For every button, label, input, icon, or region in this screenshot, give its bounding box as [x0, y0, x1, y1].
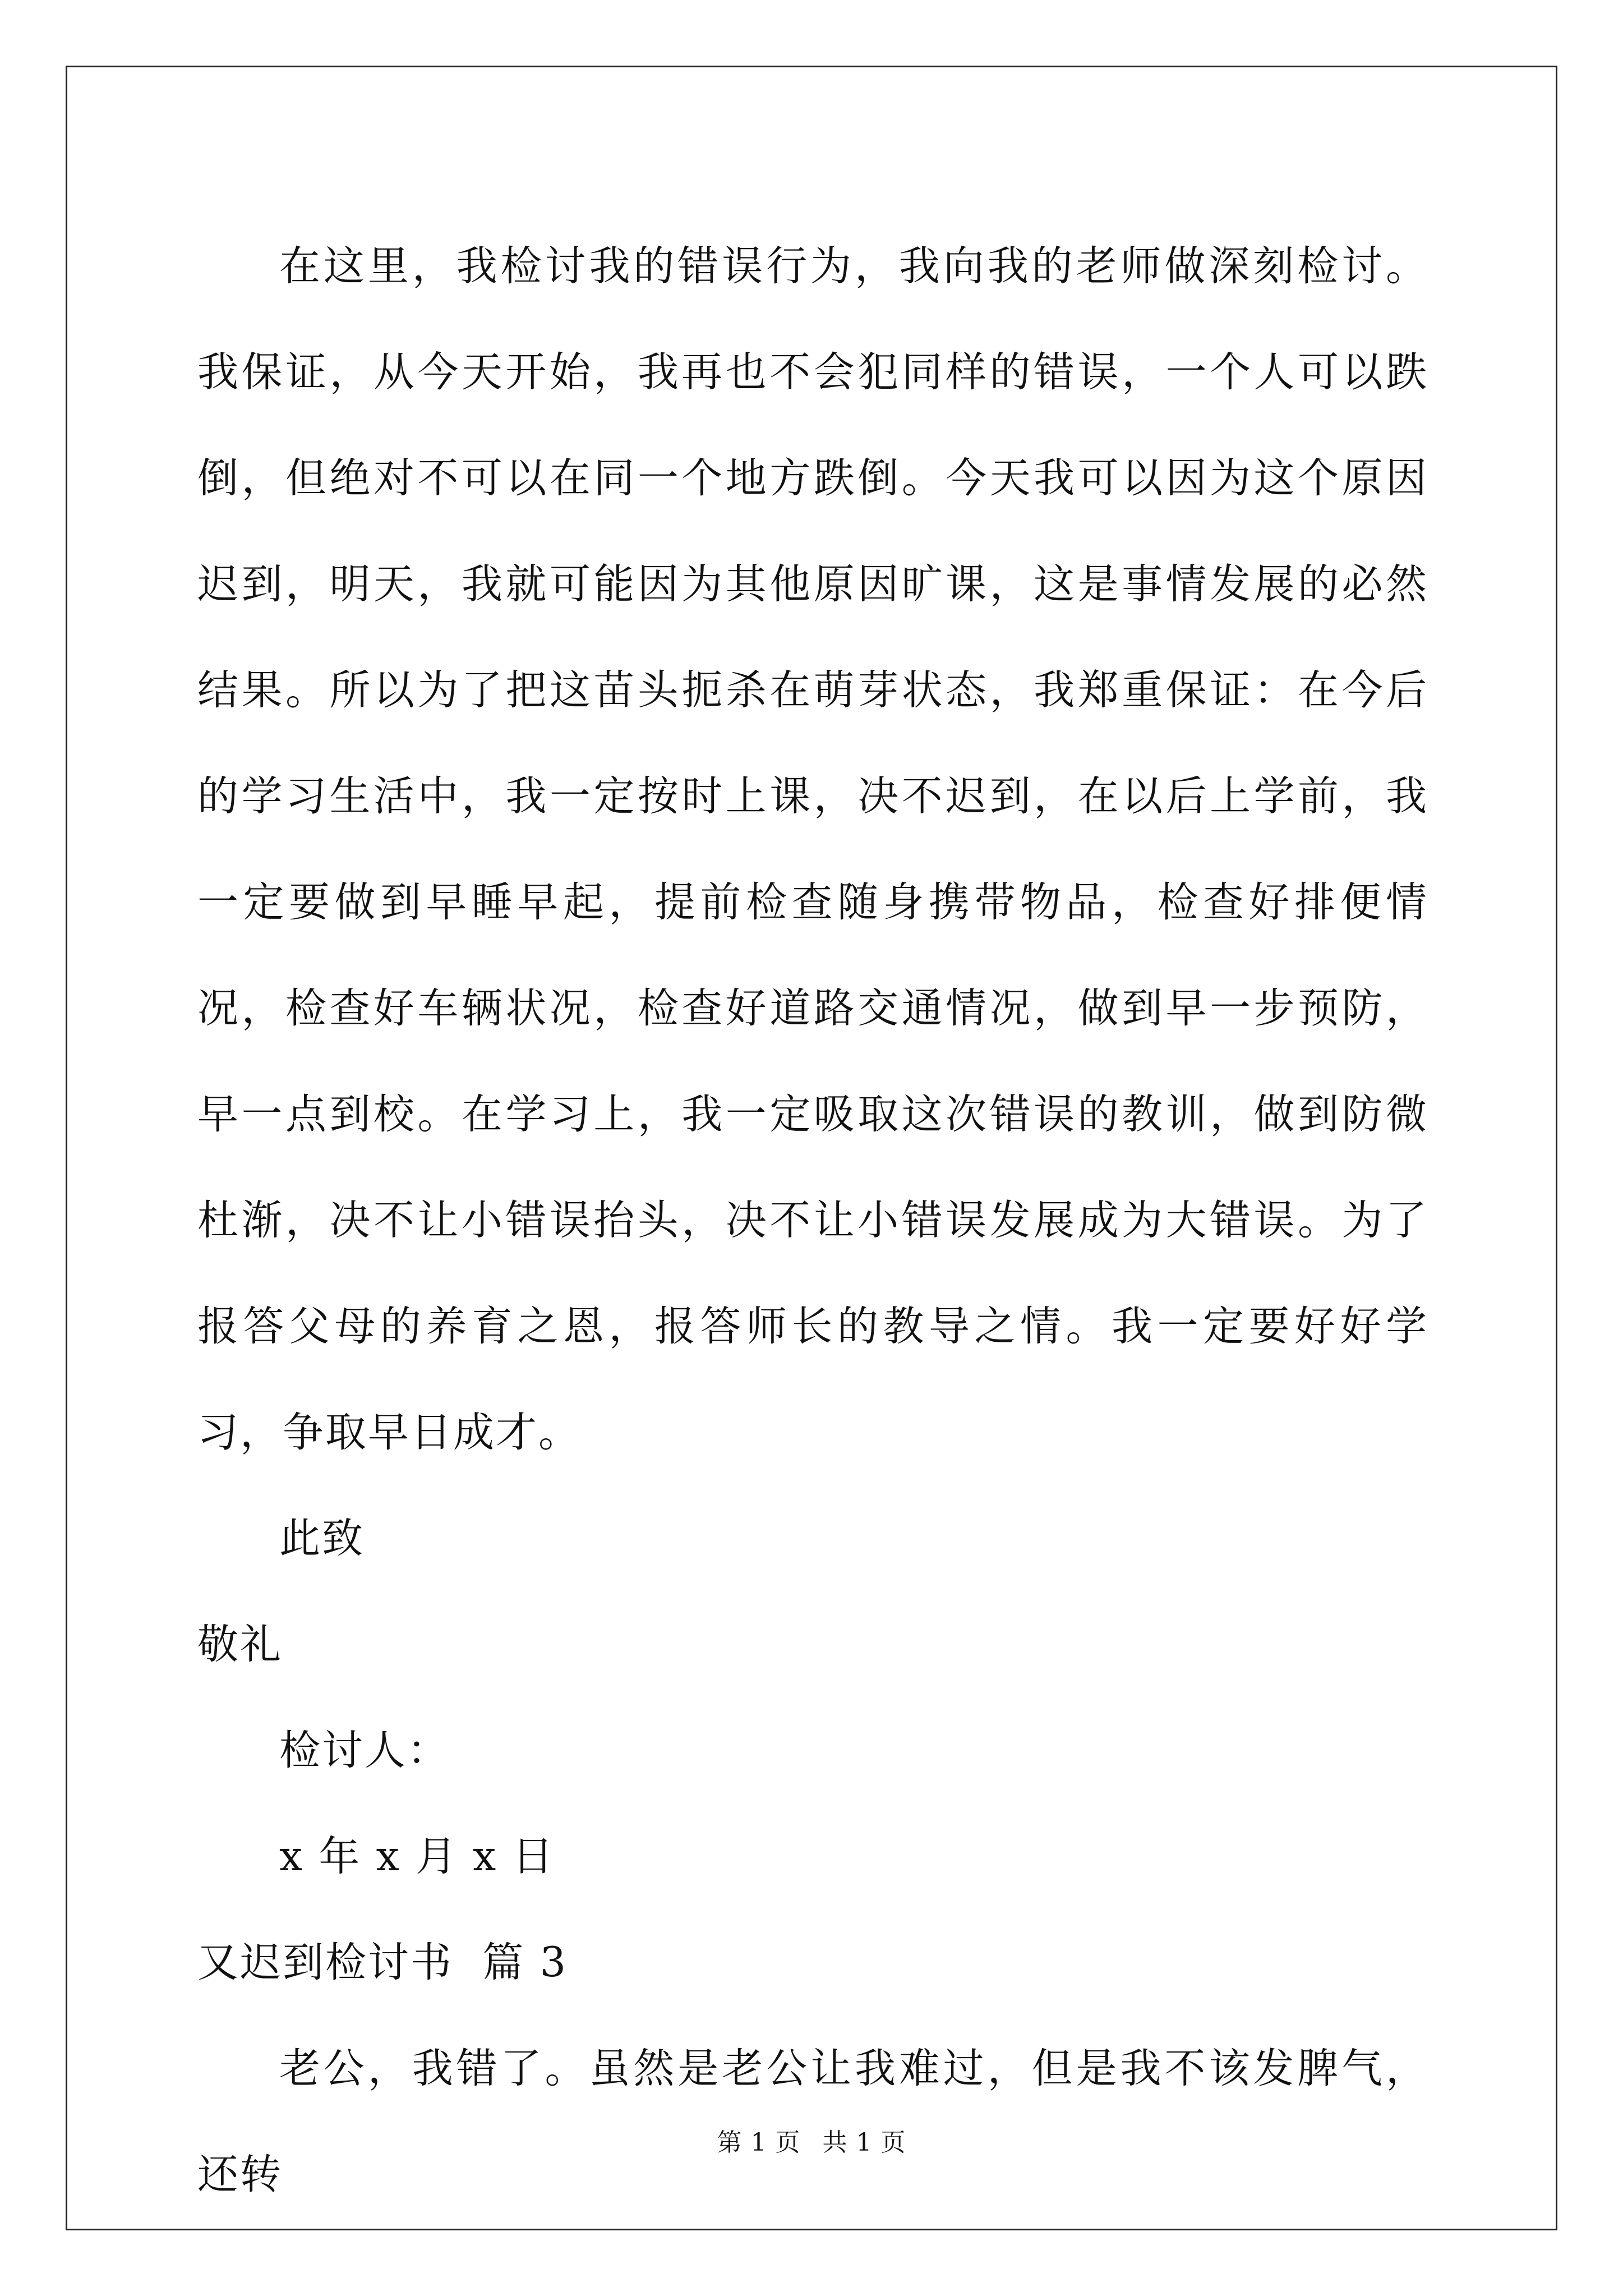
salutation-respect: 敬礼 — [197, 1621, 283, 1668]
salutation-closing: 此致 — [279, 1515, 365, 1562]
page-footer — [0, 2126, 1623, 2160]
page-total: 共 1 页 — [822, 2128, 906, 2157]
document-body — [197, 213, 1428, 2228]
page-number: 第 1 页 — [717, 2128, 801, 2157]
date-line: x 年 x 月 x 日 — [279, 1833, 555, 1880]
section-title: 又迟到检讨书 篇 3 — [197, 1939, 568, 1986]
body-paragraph-next: 老公，我错了。虽然是老公让我难过，但是我不该发脾气，还转 — [197, 2045, 1428, 2198]
signature-label: 检讨人： — [279, 1727, 450, 1774]
body-paragraph: 在这里，我检讨我的错误行为，我向我的老师做深刻检讨。我保证，从今天开始，我再也不会犯同样的错误，一个人可以跌倒，但绝对不可以在同一个地方跌倒。今天我可以因为这个原因迟到，明天，我就可能因为其他原因旷课，这是事情发展的必然结果。所以为了把这苗头扼杀在萌芽状态，我郑重保证：在今后的学习生活中，我一定按时上课，决不迟到，在以后上学前，我一定要做到早睡早起，提前检查随身携带物品，检查好排便情况，检查好车辆状况，检查好道路交通情况，做到早一步预防，早一点到校。在学习上，我一定吸取这次错误的教训，做到防微杜渐，决不让小错误抬头，决不让小错误发展成为大错误。为了报答父母的养育之恩，报答师长的教导之情。我一定要好好学习，争取早日成才。 — [197, 242, 1428, 1456]
